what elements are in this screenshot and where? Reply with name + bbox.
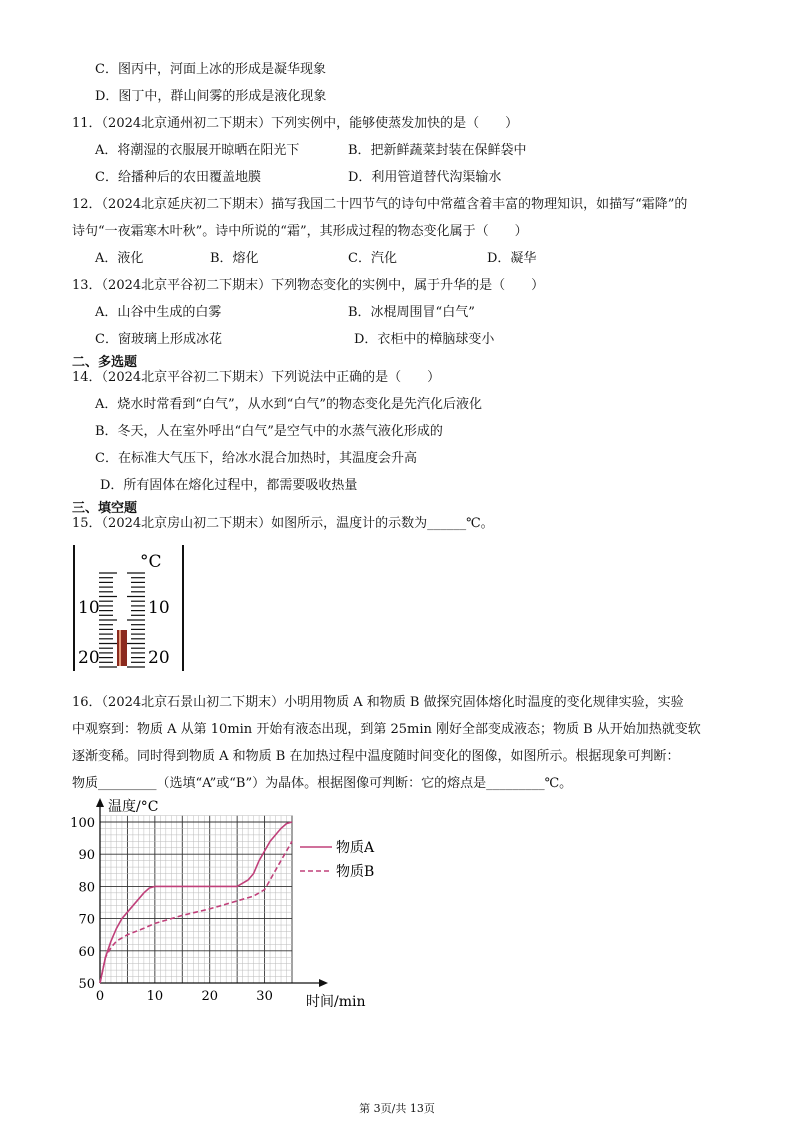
chart-x-tick-label: 0: [95, 989, 105, 1004]
chart-y-tick-label: 50: [78, 977, 95, 992]
thermometer-unit-label: °C: [140, 552, 162, 572]
q14-stem: 14．（2024北京平谷初二下期末）下列说法中正确的是（ ）: [72, 370, 441, 385]
melting-chart: [68, 795, 388, 1010]
chart-legend-label: 物质B: [336, 864, 375, 880]
chart-x-tick-label: 10: [146, 989, 164, 1004]
q12-option-c: C．汽化: [348, 251, 397, 266]
chart-y-tick-label: 60: [78, 944, 95, 960]
q13-option-b: B．冰棍周围冒“白气”: [348, 305, 475, 320]
q11-option-a: A．将潮湿的衣服展开晾晒在阳光下: [95, 143, 300, 158]
q10-option-d: D．图丁中，群山间雾的形成是液化现象: [95, 89, 327, 104]
chart-y-tick-label: 100: [70, 816, 95, 831]
chart-y-axis-label: 温度/°C: [108, 799, 159, 815]
q16-stem-line1: 16．（2024北京石景山初二下期末）小明用物质 A 和物质 B 做探究固体熔化时温度的变化规律实验，实验: [72, 695, 684, 710]
chart-series-line-a: [100, 822, 292, 983]
q14-option-b: B．冬天，人在室外呼出“白气”是空气中的水蒸气液化形成的: [95, 424, 443, 439]
q12-option-a: A．液化: [95, 251, 144, 266]
q12-stem-line1: 12．（2024北京延庆初二下期末）描写我国二十四节气的诗句中常蕴含着丰富的物理知识，如描写“霜降”的: [72, 197, 688, 212]
q13-option-c: C．窗玻璃上形成冰花: [95, 332, 222, 347]
chart-series-group: [100, 822, 292, 983]
q11-option-c: C．给播种后的农田覆盖地膜: [95, 170, 261, 185]
q16-stem-line2: 中观察到：物质 A 从第 10min 开始有液态出现，到第 25min 刚好全部变成液态；物质 B 从开始加热就变软: [72, 722, 701, 737]
thermometer-liquid-highlight: [119, 630, 121, 666]
chart-y-tick-label: 70: [78, 912, 95, 928]
q14-option-c: C．在标准大气压下，给冰水混合加热时，其温度会升高: [95, 451, 417, 466]
q10-option-c: C．图丙中，河面上冰的形成是凝华现象: [95, 62, 326, 77]
q11-stem: 11．（2024北京通州初二下期末）下列实例中，能够使蒸发加快的是（ ）: [72, 116, 519, 131]
thermometer-label-20-right: 20: [148, 648, 170, 668]
thermometer-figure: [70, 543, 190, 673]
section-heading-multiple-choice: 二、多选题: [72, 355, 138, 370]
chart-y-tick-label: 90: [78, 848, 95, 864]
q13-stem: 13．（2024北京平谷初二下期末）下列物态变化的实例中，属于升华的是（ ）: [72, 278, 545, 293]
thermometer-liquid-column: [117, 630, 127, 666]
section-heading-fill-in: 三、填空题: [72, 501, 138, 516]
chart-axes: [96, 798, 328, 987]
q14-option-a: A．烧水时常看到“白气”，从水到“白气”的物态变化是先汽化后液化: [95, 397, 482, 412]
chart-y-axis-arrow: [96, 798, 104, 807]
q11-option-b: B．把新鲜蔬菜封装在保鲜袋中: [348, 143, 527, 158]
q12-stem-line2: 诗句“一夜霜寒木叶秋”。诗中所说的“霜”，其形成过程的物态变化属于（ ）: [72, 224, 528, 239]
chart-x-axis-label: 时间/min: [306, 994, 366, 1010]
q12-option-d: D．凝华: [487, 251, 537, 266]
q16-stem-line3: 逐渐变稀。同时得到物质 A 和物质 B 在加热过程中温度随时间变化的图像，如图所示。根据现象可判断：: [72, 749, 680, 764]
q13-option-d: D．衣柜中的樟脑球变小: [354, 332, 495, 347]
thermometer-label-10-right: 10: [148, 598, 170, 618]
chart-legend: [300, 839, 375, 880]
q11-option-d: D．利用管道替代沟渠输水: [348, 170, 502, 185]
chart-y-tick-label: 80: [78, 880, 95, 896]
q13-option-a: A．山谷中生成的白雾: [95, 305, 222, 320]
chart-x-tick-label: 30: [256, 989, 273, 1004]
q14-option-d: D．所有固体在熔化过程中，都需要吸收热量: [100, 478, 358, 493]
chart-x-axis-arrow: [319, 979, 328, 987]
q12-option-b: B．熔化: [210, 251, 259, 266]
thermometer-label-10-left: 10: [78, 598, 100, 618]
page-footer: 第 3页/共 13页: [359, 1102, 435, 1115]
chart-legend-label: 物质A: [336, 840, 375, 856]
chart-x-tick-label: 20: [201, 989, 218, 1004]
q16-stem-line4: 物质_________（选填“A”或“B”）为晶体。根据图像可判断：它的熔点是_________℃。: [72, 776, 573, 791]
thermometer-label-20-left: 20: [78, 648, 100, 668]
chart-grid: [100, 816, 292, 983]
q15-stem: 15．（2024北京房山初二下期末）如图所示，温度计的示数为______℃。: [72, 516, 494, 531]
